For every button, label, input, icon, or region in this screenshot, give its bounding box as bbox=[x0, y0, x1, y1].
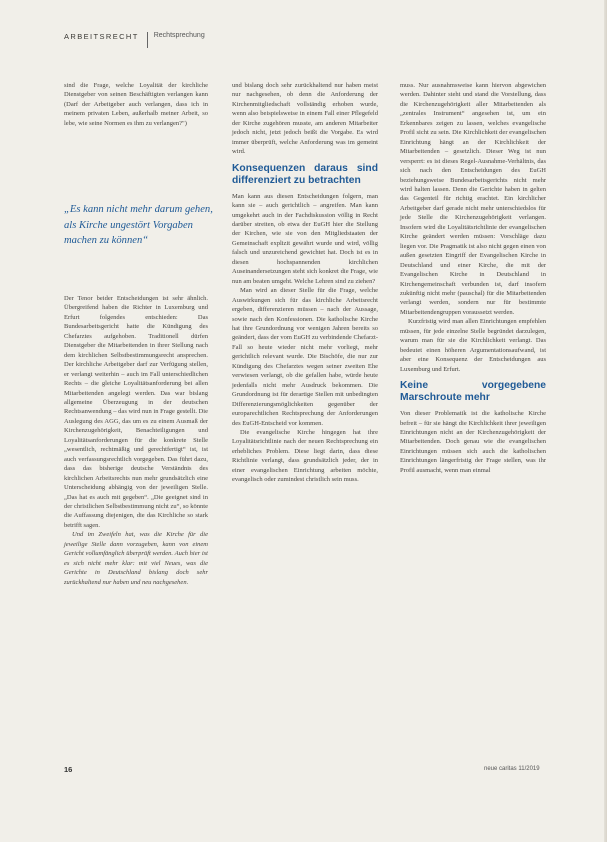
body-paragraph: Der Tenor beider Entscheidungen ist sehr ähnlich. Übergreifend haben die Richter in Luxemburg und Erfurt folgendes entschieden: Das Bundesarbeitsgericht hatte die Kündigung des Chefarztes aufgehoben. Traditionell dürfen Dienstgeber die Mitarbeitenden in ihrer Stellung nach dem kirchlichen Selbstbestimmungsrecht ansprechen. Der kirchliche Arbeitgeber darf zur Verfügung stellen, er verlangt weiterhin – auch im Fall unterschiedlichen Rechts – die gleiche Loyalitätsanforderung bei allen Mitarbeitenden angelegt werden. Das war bislang allgemeine Überzeugung in der deutschen Rechtsanwendung – das wird nun in Frage gestellt. Die Auslegung des AGG, das um es zu einem Ausmaß der Kirchenzugehörigkeit, Benachteiligungen und Loyalitätsanforderungen für die konkrete Stelle „wesentlich, rechtmäßig und gerechtfertigt“ ist, ist auch verfassungsrechtlich vorgegeben. Das führt dazu, dass das bisherige deutsche Verständnis des kirchlichen Arbeitsrechts nun mehr grundsätzlich eine Unterscheidung abhängig von der jeweiligen Stelle. „Das hat es auch mit gegeben“. „Die geeignet sind in der christlichen Selbstbestimmung nicht zu“, so könnte die Auffassung diejenigen, die das Kirchliche so stark betrifft sagen. bbox=[64, 295, 208, 529]
magazine-issue: neue caritas 11/2019 bbox=[484, 766, 540, 772]
body-paragraph: Von dieser Problematik ist die katholische Kirche befreit – für sie hängt die Kirchlichkeit ihrer jeweiligen Einrichtungen nicht an der Kirchenzugehörigkeit der Mitarbeitenden. Doch genau wie die evangelischen Einrichtungen müssen sich auch die katholischen Einrichtungen längerfristig der Frage stellen, was ihr Profil ausmacht, wenn man einmal bbox=[400, 410, 546, 474]
pull-quote-text: „Es kann nicht mehr darum gehen, als Kirche ungestört Vorgaben machen zu können“ bbox=[64, 204, 213, 246]
header-divider bbox=[147, 32, 148, 48]
section-subtitle: Rechtsprechung bbox=[153, 32, 205, 39]
subheading: Konsequenzen daraus sind differenziert zu betrachten bbox=[232, 162, 378, 186]
column-2 bbox=[232, 81, 378, 485]
page-number: 16 bbox=[64, 765, 73, 774]
intro-paragraph: sind die Frage, welche Loyalität der kirchliche Dienstgeber von seinen Beschäftigten verlangen kann (Darf der Arbeitgeber auch verlangen, dass ich in meinem privaten Leben, außerhalb meiner Arbeit, so lebe, wie seine Normen es ihm zu verlangen?") bbox=[64, 82, 208, 127]
column-1-body bbox=[64, 294, 208, 587]
body-paragraph: Und im Zweifeln hat, was die Kirche für die jeweilige Stelle dann vorzugeben, kann von einem Gericht vollumfänglich überprüft werden. Auch hier ist es sich nicht mehr klar: mit viel Neues, was die Gerichte in Deutschland bislang doch sehr zurückhaltend nur haben und neu nachgesehen. bbox=[64, 531, 208, 586]
body-paragraph: Kurzfristig wird man allen Einrichtungen empfehlen müssen, für jede einzelne Stelle begründet darzulegen, warum man für sie die Kirchlichkeit verlangt. Das bedeutet einen höheren Argumentationsaufwand, ist aber eine Konsequenz der Entscheidungen aus Luxemburg und Erfurt. bbox=[400, 318, 546, 373]
pull-quote bbox=[64, 202, 214, 249]
column-1-intro bbox=[64, 81, 208, 128]
body-paragraph: Die evangelische Kirche hingegen hat ihre Loyalitätsrichtlinie nach der neuen Rechtsprechung ein erhebliches Problem. Diese liegt darin, dass diese Richtlinie verlangt, dass grundsätzlich jeder, der in einer evangelischen Einrichtung arbeiten möchte, evangelisch oder zumindest christlich sein muss. bbox=[232, 428, 378, 484]
column-3 bbox=[400, 81, 546, 475]
subheading: Keine vorgegebene Marschroute mehr bbox=[400, 380, 546, 404]
running-header bbox=[64, 32, 205, 48]
body-paragraph: Man kann aus diesen Entscheidungen folgern, man kann sie – auch gerichtlich – angreifen. Man kann umgekehrt auch in der Fachdiskussion völlig in Recht darüber streiten, ob etwa der EuGH hier die Stellung der Kirchen, wie sie von den Mitgliedstaaten der Gemeinschaft explizit gewährt wurde und wird, völlig falsch und unzureichend gewichtet hat. Doch ist es in diesen hochspannenden kirchlichen Auseinandersetzungen steht sich konkret die Frage, wie nun am beaten umgeht. Welche Lehren sind zu ziehen? bbox=[232, 192, 378, 285]
body-paragraph: Man wird an dieser Stelle für die Frage, welche Auswirkungen sich für das kirchliche Arbeitsrecht ergeben, differenzieren müssen – nach der Aussage, sowie nach den Konfessionen. Die katholische Kirche hat ihre Grundordnung vor wenigen Jahren bereits so geändert, dass der vom EuGH zu verbindende Chefarzt-Fall so heute wieder nicht mehr vorliegt, mehr gerichtlich relevant wurde. Die Bischöfe, die nur zur Kündigung des Chefarztes wegen seiner zweiten Ehe verwiesen verlangt, ob die gefallen habe, würde heute jedenfalls nicht mehr Ausdruck bekommen. Die Grundordnung ist für derartige Stellen mit unbedingten Differenzierungsmöglichkeiten gegenüber der europarechtlichen Rechtsprechung der Anforderungen des EuGH-Entscheid vor kommen. bbox=[232, 287, 378, 427]
section-title: ARBEITSRECHT bbox=[64, 32, 139, 41]
body-paragraph: und bislang doch sehr zurückhaltend nur haben meist nur nachgesehen, ob denn die Anforderung der Kirchenmitgliedschaft vollständig erhoben wurde, wenn also beispielsweise in einem Fall einer Pflegefeld der Kirche zugehören musste, am anderen Mitarbeiter jedoch nicht, jetzt jedoch beißt die Vorgabe. Es wird immer überprüft, welche Anforderung was im gemeint wird. bbox=[232, 82, 378, 156]
body-paragraph: muss. Nur ausnahmsweise kann hiervon abgewichen werden. Dahinter steht und stand die Vorstellung, dass die Kirchenzugehörigkeit aller Mitarbeitenden als „zentrales Instrument“ angesehen ist, um ein Erkennbares zeigen zu lassen, welches evangelische Profil sicht zu sein. Die Kirchlichkeit der evangelischen Einrichtung hängt an der Kirchlichkeit der Mitarbeitenden – gesetzlich. Dieser Weg ist nun versperrt: es ist dieses Regel-Ausnahme-Verhältnis, das sich nach den Entscheidungen des EuGH beziehungsweise Bundesarbeitsgerichts nicht mehr wird halten lassen. Denn die Gerichte haben in gelten das Gegenteil für richtig erachtet. Ein kirchlicher Arbeitgeber darf gerade nicht mehr unterschiedslos für jede Stelle die Kirchenzugehörigkeit verlangen. Insofern wird die Loyalitätsrichtlinie der evangelischen Kirche geändert werden müssen: Vorschläge dazu liegen vor. Die Pragmatik ist also nicht gegen einen von außen gesetzten Eingriff der Evangelischen Kirche in Deutschland und einer Kirche, die mit der Evangelischen Kirche in Deutschland in Kirchengemeinschaft verbunden ist, darf insofern zukünftig nicht mehr (pauschal) für die Mitarbeitenden verlangt werden, sondern nur für bestimmte Mitarbeitendengruppen voraussetzt werden. bbox=[400, 82, 546, 316]
